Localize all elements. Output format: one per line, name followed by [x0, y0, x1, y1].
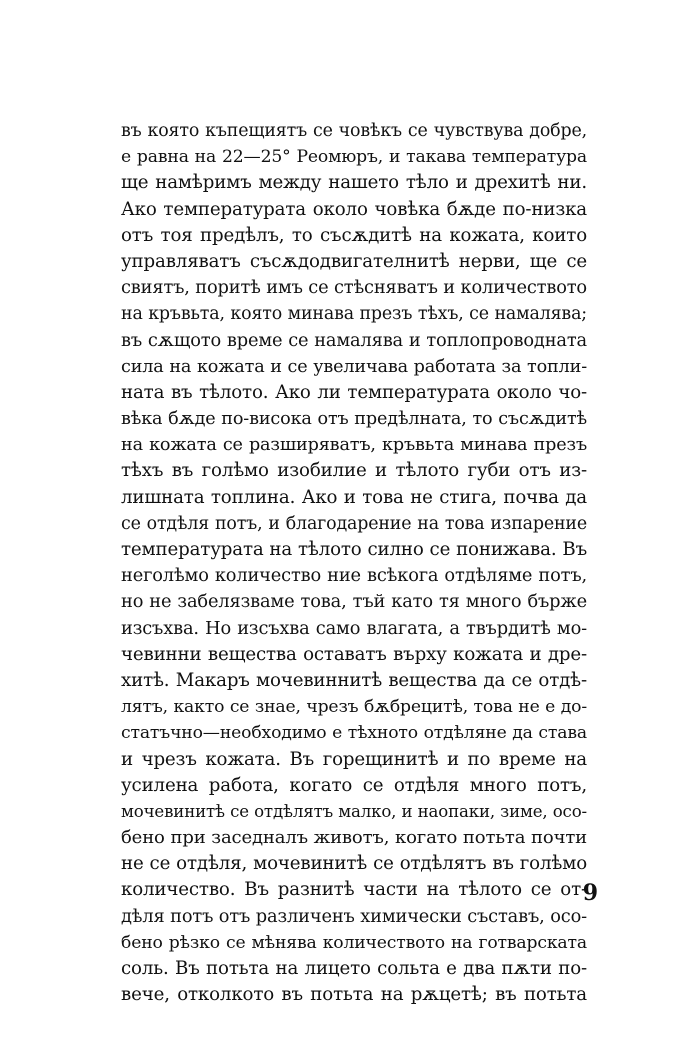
text-line: е равна на 22—25° Реомюръ, и такава температура — [121, 147, 587, 168]
text-line: лятъ, както се знае, чрезъ бѫбрецитѣ, това не е до- — [121, 697, 587, 718]
text-line: количество. Въ разнитѣ части на тѣлото се от- — [121, 879, 587, 901]
text-line: изсъхва. Но изсъхва само влагата, а твърдитѣ мо- — [121, 617, 587, 639]
text-line: свиятъ, поритѣ имъ се стѣсняватъ и количеството — [121, 277, 587, 299]
text-line: статъчно—необходимо е тѣхното отдѣляне да става — [121, 723, 587, 744]
text-line: хитѣ. Макаръ мочевиннитѣ вещества да се отдѣ- — [121, 669, 587, 691]
body-text — [121, 118, 587, 1008]
text-line: вече, отколкото въ потьта на рѫцетѣ; въ потьта — [121, 984, 587, 1006]
text-line: тѣхъ въ голѣмо изобилие и тѣлото губи отъ из- — [121, 460, 587, 482]
text-line: ще намѣримъ между нашето тѣло и дрехитѣ ни. — [121, 172, 587, 194]
text-line: дѣля потъ отъ различенъ химически съставъ, осо- — [121, 905, 587, 927]
text-line: отъ тоя предѣлъ, то съсѫдитѣ на кожата, които — [121, 224, 587, 246]
text-line: бено рѣзко се мѣнява количеството на готварската — [121, 932, 587, 953]
text-line: лишната топлина. Ако и това не стига, почва да — [121, 486, 587, 508]
text-line: чевинни вещества оставатъ върху кожата и дре- — [121, 643, 587, 665]
text-line: температурата на тѣлото силно се понижава. Въ — [121, 539, 587, 560]
text-line: и чрезъ кожата. Въ горещинитѣ и по време на — [121, 748, 587, 770]
text-line: на кожата се разширяватъ, кръвьта минава презъ — [121, 435, 587, 456]
page-number: 9 — [582, 880, 598, 906]
text-line: не се отдѣля, мочевинитѣ се отдѣлятъ въ голѣмо — [121, 853, 587, 875]
text-line: ната въ тѣлото. Ако ли температурата около чо- — [121, 381, 587, 403]
text-line: мочевинитѣ се отдѣлятъ малко, и наопаки, зиме, осо- — [121, 801, 587, 821]
text-line: усилена работа, когато се отдѣля много потъ, — [121, 774, 587, 796]
text-line: бено при заседналъ животъ, когато потьта почти — [121, 827, 587, 849]
text-line: въ която къпещиятъ се човѣкъ се чувствува добре, — [121, 121, 587, 141]
text-line: управляватъ съсѫдодвигателнитѣ нерви, ще се — [121, 250, 587, 272]
text-line: Ако температурата около човѣка бѫде по-низка — [121, 198, 587, 220]
text-line: соль. Въ потьта на лицето сольта е два пѫти по- — [121, 958, 587, 979]
text-line: но не забелязваме това, тъй като тя много бърже — [121, 591, 587, 613]
text-line: въ сѫщото време се намалява и топлопроводната — [121, 329, 587, 351]
text-line: на кръвьта, която минава презъ тѣхъ, се намалява; — [121, 304, 587, 325]
text-line: се отдѣля потъ, и благодарение на това изпарение — [121, 513, 587, 534]
text-line: неголѣмо количество ние всѣкога отдѣляме потъ, — [121, 565, 587, 587]
text-line: вѣка бѫде по-висока отъ предѣлната, то съсѫдитѣ — [121, 409, 587, 430]
text-line: сила на кожата и се увеличава работата за топли- — [121, 356, 587, 377]
